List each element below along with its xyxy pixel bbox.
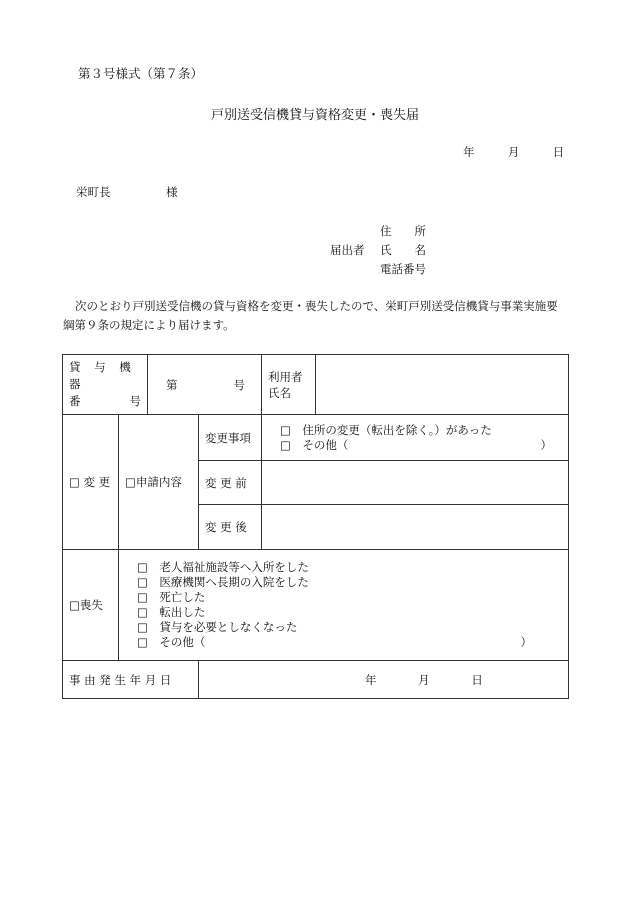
submission-date xyxy=(463,144,564,160)
loss-option[interactable]: □ 医療機関へ長期の入院をした xyxy=(137,575,309,589)
addressee-name: 栄町長 xyxy=(76,185,111,199)
change-matter-options xyxy=(262,415,569,461)
after-change-label: 変 更 後 xyxy=(199,505,262,550)
loss-option-other-line[interactable] xyxy=(137,635,562,650)
body-text: 次のとおり戸別送受信機の貸与資格を変更・喪失したので、栄町戸別送受信機貸与事業実施要綱第９条の規定により届けます。 xyxy=(63,299,558,332)
date-year-label: 年 xyxy=(463,145,475,159)
device-number-prefix: 第 xyxy=(166,377,178,392)
loss-option[interactable]: □ 死亡した xyxy=(137,590,206,604)
request-content-label[interactable]: □申請内容 xyxy=(119,415,199,550)
matter-option-address[interactable]: □ 住所の変更（転出を除く。）があった xyxy=(280,422,492,437)
name-label: 氏 名 xyxy=(380,243,426,257)
device-number-suffix: 号 xyxy=(233,377,246,392)
form-title: 戸別送受信機貸与資格変更・喪失届 xyxy=(210,108,419,123)
occurrence-month-label: 月 xyxy=(418,672,430,687)
applicant-label: 届出者 xyxy=(330,243,365,257)
loss-options xyxy=(119,550,569,661)
loss-option[interactable]: □ 老人福祉施設等へ入所をした xyxy=(137,560,309,574)
form-number: 第３号様式（第７条） xyxy=(78,66,204,81)
occurrence-year-label: 年 xyxy=(365,672,377,687)
form-table xyxy=(62,354,569,699)
after-change-cell[interactable] xyxy=(262,505,569,550)
phone-label: 電話番号 xyxy=(380,262,426,276)
matter-option-other: □ その他（ xyxy=(280,437,349,452)
device-number-cell[interactable] xyxy=(148,355,262,415)
before-change-label: 変 更 前 xyxy=(199,461,262,505)
date-day-label: 日 xyxy=(552,145,565,159)
device-number-label: 貸 与 機 器 番 号 xyxy=(63,355,148,415)
occurrence-date-cell[interactable] xyxy=(199,661,569,699)
change-matter-label: 変更事項 xyxy=(199,415,262,461)
change-checkbox[interactable]: □ 変 更 xyxy=(63,415,119,550)
loss-checkbox[interactable]: □喪失 xyxy=(63,550,119,661)
loss-option-other: □ その他（ xyxy=(137,635,206,649)
addressee xyxy=(76,184,178,200)
matter-option-other-line[interactable] xyxy=(280,438,562,453)
date-month-label: 月 xyxy=(507,145,520,159)
occurrence-day-label: 日 xyxy=(471,672,483,687)
before-change-cell[interactable] xyxy=(262,461,569,505)
matter-option-other-close: ） xyxy=(540,437,553,452)
addressee-honorific: 様 xyxy=(166,185,178,199)
user-name-cell[interactable] xyxy=(316,355,569,415)
loss-option[interactable]: □ 転出した xyxy=(137,605,206,619)
address-label: 住 所 xyxy=(380,224,426,238)
loss-option-other-close: ） xyxy=(520,635,533,649)
occurrence-date-label: 事 由 発 生 年 月 日 xyxy=(63,661,199,699)
user-name-label: 利用者氏名 xyxy=(262,355,316,415)
loss-option[interactable]: □ 貸与を必要としなくなった xyxy=(137,620,298,634)
